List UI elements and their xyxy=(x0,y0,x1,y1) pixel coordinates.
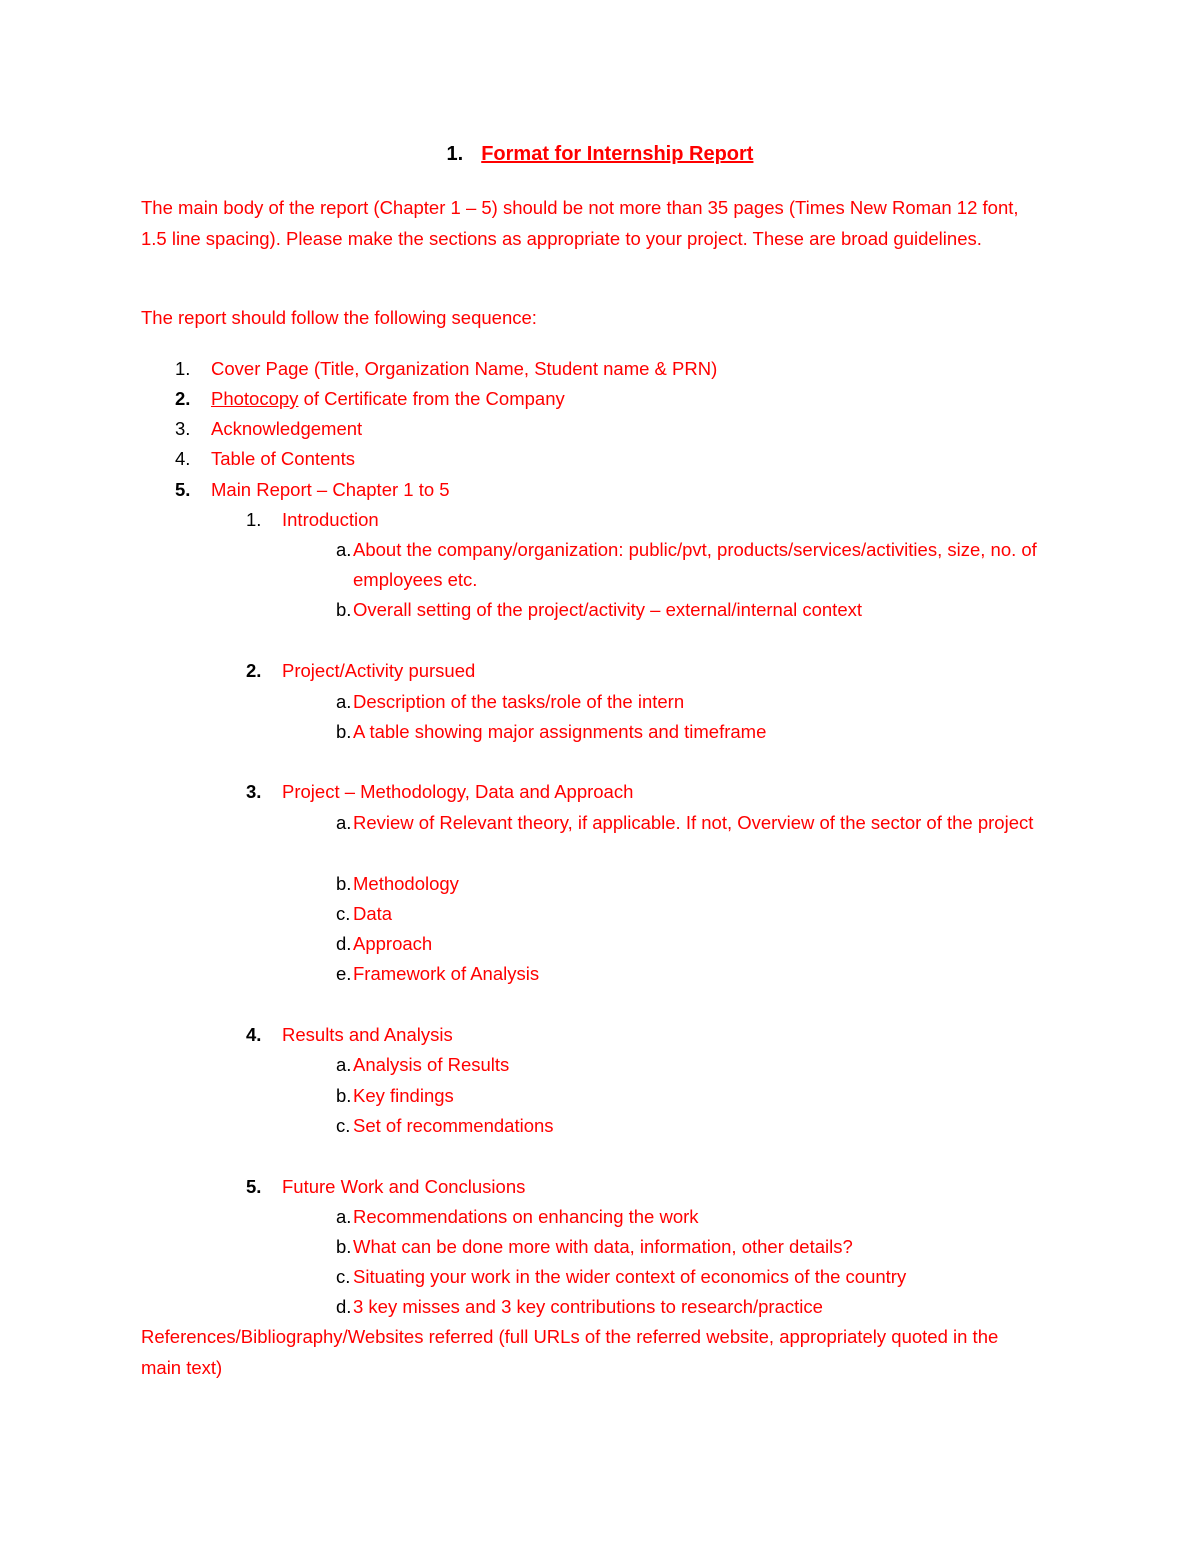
chapter-heading: 3. Project – Methodology, Data and Approach xyxy=(246,781,634,802)
sequence-item: 3. Acknowledgement xyxy=(175,418,363,439)
chapter-subitem: a. Review of Relevant theory, if applicable. If not, Overview of the sector of the project xyxy=(336,812,1034,833)
chapter-heading: 4. Results and Analysis xyxy=(246,1024,453,1045)
chapter-heading: 2. Project/Activity pursued xyxy=(246,660,476,681)
chapter-subitem: b. What can be done more with data, information, other details? xyxy=(336,1236,853,1257)
chapter-subitem: b. Methodology xyxy=(336,873,459,894)
sequence-item: 5. Main Report – Chapter 1 to 5 xyxy=(175,479,450,500)
chapter-subitem: a. Analysis of Results xyxy=(336,1054,510,1075)
chapter-subitem: b. Overall setting of the project/activity – external/internal context xyxy=(336,599,863,620)
chapter-subitem: a. Recommendations on enhancing the work xyxy=(336,1206,699,1227)
sequence-item: 1. Cover Page (Title, Organization Name, Student name & PRN) xyxy=(175,358,718,379)
chapter-subitem: c. Data xyxy=(336,903,393,924)
chapter-subitem: a. Description of the tasks/role of the intern xyxy=(336,691,685,712)
sequence-item: 2. Photocopy of Certificate from the Company xyxy=(175,388,565,409)
title-number: 1. xyxy=(446,143,464,165)
chapter-heading: 5. Future Work and Conclusions xyxy=(246,1176,526,1197)
chapter-subitem: d. 3 key misses and 3 key contributions to research/practice xyxy=(336,1296,823,1317)
chapter-subitem: a. About the company/organization: public/pvt, products/services/activities, size, no. of employees etc. xyxy=(336,539,1037,590)
intro-paragraph: The main body of the report (Chapter 1 – 5) should be not more than 35 pages (Times New Roman 12 font, 1.5 line spacing). Please make the sections as appropriate to your project. These are broad guidelines. xyxy=(141,197,1019,249)
sequence-intro: The report should follow the following sequence: xyxy=(141,307,537,328)
references-paragraph: References/Bibliography/Websites referred (full URLs of the referred website, appropriately quoted in the main text) xyxy=(141,1326,999,1378)
chapter-subitem: b. A table showing major assignments and timeframe xyxy=(336,721,767,742)
chapter-subitem: d. Approach xyxy=(336,933,433,954)
page-title xyxy=(0,143,1200,166)
chapter-subitem: b. Key findings xyxy=(336,1085,454,1106)
chapter-subitem: c. Situating your work in the wider context of economics of the country xyxy=(336,1266,907,1287)
chapter-subitem: e. Framework of Analysis xyxy=(336,963,540,984)
title-text: Format for Internship Report xyxy=(481,143,754,165)
chapter-subitem: c. Set of recommendations xyxy=(336,1115,554,1136)
sequence-item: 4. Table of Contents xyxy=(175,448,355,469)
chapter-heading: 1. Introduction xyxy=(246,509,379,530)
